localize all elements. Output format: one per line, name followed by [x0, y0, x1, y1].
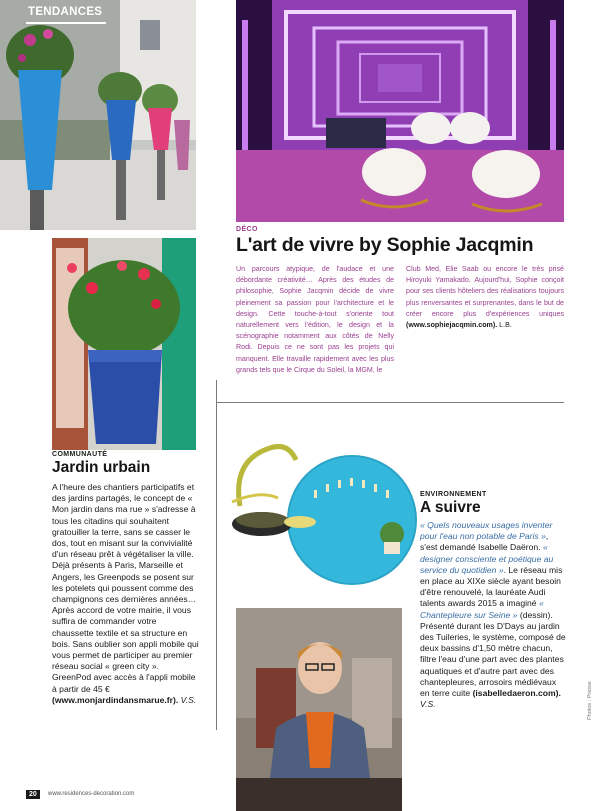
deco-body-col2 — [406, 264, 564, 331]
communaute-headline: Jardin urbain — [52, 459, 151, 476]
photo-street-planters — [0, 0, 196, 230]
column-divider-vertical — [216, 380, 217, 730]
environnement-quote-2: « designer consciente et poétique au service du quotidien » — [420, 542, 554, 575]
environnement-kicker: ENVIRONNEMENT — [420, 491, 487, 498]
environnement-headline: A suivre — [420, 499, 481, 516]
environnement-text-3: (dessin). Présenté durant les D'Days au jardin des Tuileries, le système, composé de deux bassins d'1,50 mètre chacun, filtre l'eau d'une part avec des plantes aquatiques et d'autre part avec des chantepleures, arrosoirs médiévaux en terre cuite — [420, 609, 566, 699]
communaute-website-link[interactable]: (www.monjardindansmarue.fr). — [52, 694, 179, 705]
deco-headline: L'art de vivre by Sophie Jacqmin — [236, 234, 534, 256]
environnement-quote-3: « Chantepleure sur Seine » — [420, 598, 544, 620]
illustration-chantepleure — [222, 420, 418, 590]
section-tag: TENDANCES — [28, 6, 103, 18]
deco-kicker: DÉCO — [236, 226, 258, 233]
section-tag-underline — [26, 22, 106, 24]
deco-body-col1: Un parcours atypique, de l'audace et une débordante créativité… Après des études de philosophie, Sophie Jacqmin décide de vivre pleinement sa passion pour l'architecture et le design. Cette touche-à-tout s'oriente tout naturellement vers l'édition, le design et la scénographie notamment aux côtés de Nelly Rodi. Depuis ce ne sont pas les projets qui manquent. Elle travaille rapidement avec les plus grands tels que le Cirque du Soleil, la MGM, le — [236, 265, 394, 374]
photo-blue-planter — [52, 238, 196, 450]
photo-purple-interior — [236, 0, 564, 222]
deco-body-col2-text: Club Med, Elie Saab ou encore le très prisé Hiroyuki Yamakado. Aujourd'hui, Sophie conçoit pour ses clients hôteliers des réalisations toujours plus renversantes et surprenantes, dans le but de créer encore plus d'expériences uniques — [406, 265, 564, 318]
environnement-website-link[interactable]: (isabelledaeron.com). — [472, 688, 561, 699]
footer-url[interactable]: www.residences-decoration.com — [48, 791, 135, 797]
column-divider-horizontal — [216, 402, 564, 403]
environnement-byline: V.S. — [420, 699, 436, 710]
communaute-kicker: COMMUNAUTÉ — [52, 451, 108, 458]
environnement-body — [420, 520, 566, 710]
photo-portrait-isabelle — [236, 608, 402, 811]
communaute-byline: V.S. — [180, 694, 197, 705]
photo-credit: Photos : Presse — [587, 681, 593, 720]
communaute-body — [52, 482, 200, 706]
environnement-text-2: . Le réseau mis en place au XIXe siècle ayant besoin d'être renouvelé, la lauréate Audi talents awards 2015 a imaginé — [420, 564, 563, 609]
environnement-text-1: , s'est demandé Isabelle Daëron. — [420, 531, 549, 553]
environnement-quote-1: « Quels nouveaux usages inventer pour l'eau non potable de Paris » — [420, 520, 553, 542]
deco-byline: L.B. — [499, 321, 512, 330]
communaute-body-text: A l'heure des chantiers participatifs et des jardins partagés, le concept de « Mon jardin dans ma rue » s'adresse à tous les citadins qui souhaitent gratouiller la terre, sans se casser le dos, tout en misant sur la convivialité d'un réseau prêt à végétaliser la ville. Déjà présents à Paris, Marseille et Angers, les Greenpods se posent sur les potelets qui poussent comme des champignons ces dernières années… Après accord de votre mairie, il vous suffira de commander votre chaussette textile et sa structure en bois. Sans oublier son appli mobile qui vous permet de participer au premier réseau social « green city ». GreenPod avec accès à l'appli mobile à partir de 45 € — [52, 482, 199, 694]
deco-website-link[interactable]: (www.sophiejacqmin.com). — [406, 321, 498, 330]
page-number: 20 — [26, 790, 40, 799]
